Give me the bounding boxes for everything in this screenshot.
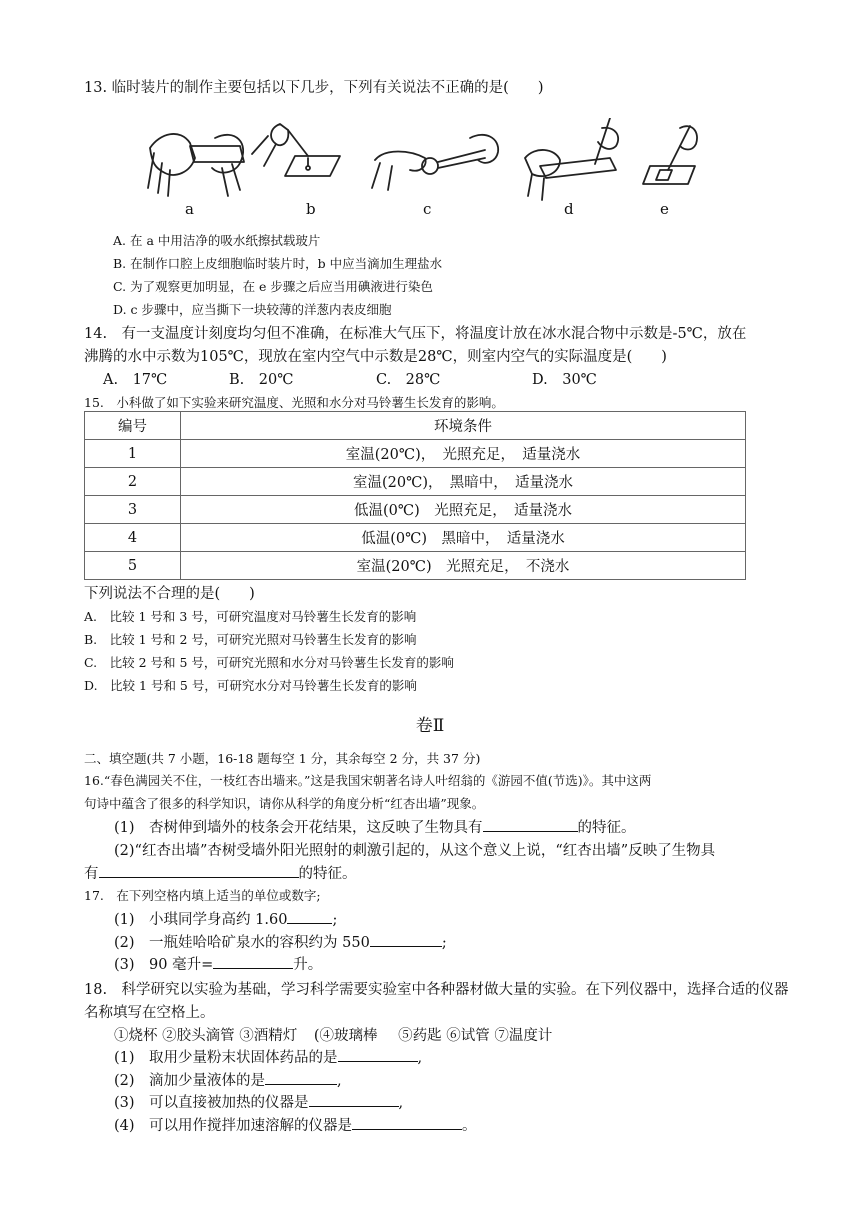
q16-blank-2[interactable]: [99, 863, 299, 878]
q18-part2-text: (2) 滴加少量液体的是: [114, 1073, 266, 1089]
q13-stem: 13. 临时装片的制作主要包括以下几步，下列有关说法不正确的是( ): [84, 80, 544, 96]
q18-part4-end: 。: [462, 1118, 477, 1134]
step-d-needle-illustration: [525, 118, 618, 200]
q14-stem-line2: 沸腾的水中示数为105℃，现放在室内空气中示数是28℃，则室内空气的实际温度是( ): [84, 349, 667, 365]
q14-option-c: C. 28℃: [376, 372, 441, 388]
q17-blank-1[interactable]: [287, 909, 332, 924]
q16-part2-line1: (2)“红杏出墙”杏树受墙外阳光照射的刺激引起的，从这个意义上说，“红杏出墙”反映了生物具: [114, 843, 716, 859]
q16-part1-end: 的特征。: [577, 820, 636, 836]
table-cell-condition: 室温(20℃)， 光照充足， 适量浇水: [181, 440, 746, 468]
q17-part3-text: (3) 90 毫升=: [114, 957, 214, 973]
table-header-number: 编号: [85, 412, 181, 440]
table-cell-condition: 低温(0℃) 光照充足， 适量浇水: [181, 496, 746, 524]
q18-part3-end: ,: [398, 1095, 404, 1111]
step-b-dropper-illustration: [252, 124, 340, 176]
q13-option-b: B. 在制作口腔上皮细胞临时装片时，b 中应当滴加生理盐水: [113, 256, 443, 271]
table-header-conditions: 环境条件: [181, 412, 746, 440]
q13-option-c: C. 为了观察更加明显，在 e 步骤之后应当用碘液进行染色: [113, 279, 433, 294]
q13-option-d: D. c 步骤中，应当撕下一块较薄的洋葱内表皮细胞: [113, 302, 392, 317]
table-cell-number: 2: [85, 468, 181, 496]
q15-option-d: D. 比较 1 号和 5 号，可研究水分对马铃薯生长发育的影响: [84, 678, 417, 693]
q18-part4: [114, 1114, 477, 1135]
q15-stem: 15. 小科做了如下实验来研究温度、光照和水分对马铃薯生长发育的影响。: [84, 395, 504, 410]
figure-label-b: b: [306, 200, 316, 218]
q18-blank-3[interactable]: [309, 1092, 399, 1107]
q17-part3-end: 升。: [293, 957, 323, 973]
table-cell-number: 5: [85, 552, 181, 580]
instrument-glass-rod: (④玻璃棒: [313, 1028, 378, 1044]
instrument-alcohol-lamp: ③酒精灯: [239, 1028, 298, 1044]
q17-part2-end: ;: [441, 935, 447, 951]
q18-blank-1[interactable]: [338, 1047, 418, 1062]
q14-stem-line1: 14. 有一支温度计刻度均匀但不准确，在标准大气压下，将温度计放在冰水混合物中示数是-5℃，放在: [84, 326, 747, 342]
table-cell-number: 1: [85, 440, 181, 468]
q17-part2: [114, 931, 447, 952]
q15-conditions-table: [84, 411, 746, 580]
q17-blank-2[interactable]: [370, 932, 442, 947]
table-row: [85, 524, 746, 552]
table-cell-condition: 低温(0℃) 黑暗中， 适量浇水: [181, 524, 746, 552]
q16-part2-text: 有: [84, 866, 99, 882]
instrument-spoon: ⑤药匙: [398, 1028, 442, 1044]
figure-label-e: e: [660, 200, 669, 218]
table-row: [85, 468, 746, 496]
figure-label-a: a: [185, 200, 194, 218]
q17-part1-text: (1) 小琪同学身高约 1.60: [114, 912, 288, 928]
q13-option-a: A. 在 a 中用洁净的吸水纸擦拭载玻片: [113, 233, 321, 248]
step-c-tweezers-illustration: [372, 135, 498, 190]
q16-part1-text: (1) 杏树伸到墙外的枝条会开花结果，这反映了生物具有: [114, 820, 483, 836]
q17-blank-3[interactable]: [213, 954, 293, 969]
q18-blank-2[interactable]: [265, 1070, 337, 1085]
q16-part2-line2: [84, 862, 357, 883]
q18-part1: [114, 1046, 422, 1067]
instrument-beaker: ①烧杯: [114, 1028, 158, 1044]
table-header-row: [85, 412, 746, 440]
q18-part2: [114, 1069, 342, 1090]
figure-label-d: d: [564, 200, 574, 218]
table-row: [85, 552, 746, 580]
step-a-hands-illustration: [148, 134, 244, 196]
q16-part2-end: 的特征。: [298, 866, 357, 882]
q17-stem: 17. 在下列空格内填上适当的单位或数字;: [84, 888, 321, 903]
q17-part2-text: (2) 一瓶娃哈哈矿泉水的容积约为 550: [114, 935, 370, 951]
q18-instrument-list: [114, 1024, 552, 1045]
q17-part1-end: ;: [332, 912, 338, 928]
q15-question: 下列说法不合理的是( ): [84, 586, 255, 602]
table-cell-number: 4: [85, 524, 181, 552]
q17-part1: [114, 908, 337, 929]
q18-line1: 18. 科学研究以实验为基础，学习科学需要实验室中各种器材做大量的实验。在下列仪器中，选择合适的仪器: [84, 982, 789, 998]
q15-option-b: B. 比较 1 号和 2 号，可研究光照对马铃薯生长发育的影响: [84, 632, 417, 647]
table-row: [85, 440, 746, 468]
q16-line1: 16.“春色满园关不住，一枝红杏出墙来。”这是我国宋朝著名诗人叶绍翁的《游园不值(节选)》。其中这两: [84, 773, 652, 788]
q18-part1-text: (1) 取用少量粉末状固体药品的是: [114, 1050, 338, 1066]
q15-option-c: C. 比较 2 号和 5 号，可研究光照和水分对马铃薯生长发育的影响: [84, 655, 454, 670]
q14-option-a: A. 17℃: [103, 372, 168, 388]
step-e-coverslip-illustration: [643, 126, 697, 184]
section-title: 卷Ⅱ: [415, 716, 445, 736]
q15-option-a: A. 比较 1 号和 3 号，可研究温度对马铃薯生长发育的影响: [84, 609, 417, 624]
q16-blank-1[interactable]: [483, 817, 578, 832]
slide-preparation-figure: [140, 118, 700, 226]
q18-part3: [114, 1091, 403, 1112]
instrument-dropper: ②胶头滴管: [162, 1028, 235, 1044]
q18-line2: 名称填写在空格上。: [84, 1005, 215, 1021]
table-cell-condition: 室温(20℃) 光照充足， 不浇水: [181, 552, 746, 580]
q18-blank-4[interactable]: [352, 1115, 462, 1130]
q14-option-b: B. 20℃: [229, 372, 294, 388]
figure-label-c: c: [423, 200, 432, 218]
q16-line2: 句诗中蕴含了很多的科学知识，请你从科学的角度分析“红杏出墙”现象。: [84, 796, 485, 811]
q17-part3: [114, 953, 322, 974]
q16-part1: [114, 816, 636, 837]
q18-part3-text: (3) 可以直接被加热的仪器是: [114, 1095, 309, 1111]
table-row: [85, 496, 746, 524]
q18-part4-text: (4) 可以用作搅拌加速溶解的仪器是: [114, 1118, 353, 1134]
instrument-test-tube: ⑥试管: [446, 1028, 490, 1044]
table-cell-condition: 室温(20℃)， 黑暗中， 适量浇水: [181, 468, 746, 496]
table-cell-number: 3: [85, 496, 181, 524]
q18-part2-end: ,: [337, 1073, 342, 1089]
section-heading: 二、填空题(共 7 小题，16-18 题每空 1 分，其余每空 2 分，共 37 分): [84, 751, 481, 766]
q14-option-d: D. 30℃: [532, 372, 597, 388]
instrument-thermometer: ⑦温度计: [494, 1028, 553, 1044]
q18-part1-end: ,: [417, 1050, 423, 1066]
